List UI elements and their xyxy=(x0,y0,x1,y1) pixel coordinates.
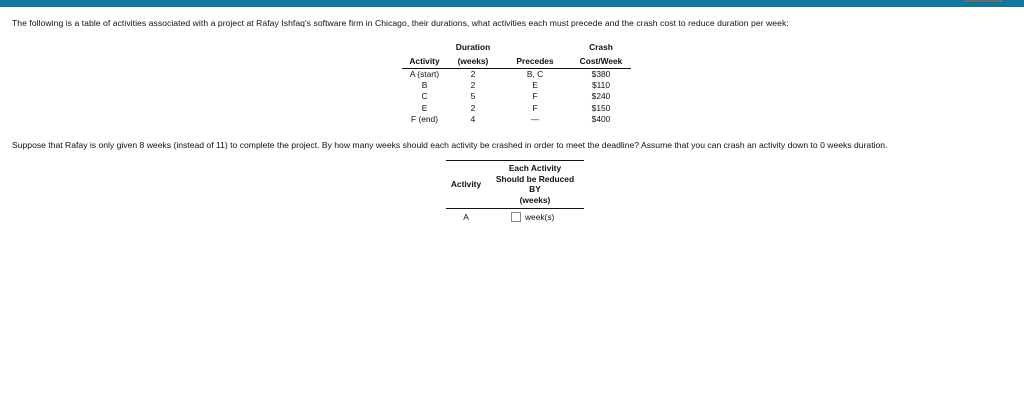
answer-table xyxy=(446,160,584,223)
cell-activity: B xyxy=(421,80,428,91)
answer-header-activity: Activity xyxy=(446,161,486,209)
cell-precedes: B, C xyxy=(526,68,544,79)
cell-crash-cost: $150 xyxy=(591,102,611,113)
table-header-row-top xyxy=(402,41,631,54)
answer-header-line-1: Each Activity xyxy=(508,163,562,173)
answer-header-line-3: BY xyxy=(529,184,541,194)
cell-crash-cost: $400 xyxy=(591,113,611,124)
answer-cell xyxy=(487,212,583,222)
question-text: Suppose that Rafay is only given 8 weeks (instead of 11) to complete the project. By how many weeks should each activity be crashed in order to meet the deadline? Assume that you can crash an activity down to 0 weeks duration. xyxy=(12,140,888,150)
header-crash: Crash xyxy=(589,42,613,53)
answer-row xyxy=(446,209,584,224)
table-header-row-bottom xyxy=(402,54,631,68)
table-row xyxy=(402,80,631,91)
intro-text: The following is a table of activities associated with a project at Rafay Ishfaq's software firm in Chicago, their durations, what activities each must precede and the crash cost to reduce duration per week: xyxy=(12,18,789,28)
answer-header-row xyxy=(446,161,584,209)
answer-unit: week(s) xyxy=(525,212,555,222)
cell-duration: 5 xyxy=(470,91,476,102)
cell-precedes: — xyxy=(530,113,540,124)
cell-duration: 2 xyxy=(470,102,476,113)
cell-duration: 2 xyxy=(470,68,476,79)
cell-duration: 2 xyxy=(470,80,476,91)
cell-precedes: F xyxy=(532,102,538,113)
cell-activity: C xyxy=(421,91,428,102)
table-row xyxy=(402,102,631,113)
header-precedes: Precedes xyxy=(499,54,571,68)
cell-duration: 4 xyxy=(470,113,476,124)
cell-crash-cost: $110 xyxy=(591,80,610,91)
top-bar xyxy=(0,0,1024,7)
answer-header-line-2: Should be Reduced xyxy=(495,173,575,184)
header-duration: Duration xyxy=(455,42,491,53)
answer-header-line-4: (weeks) xyxy=(519,194,551,205)
answer-header-reduction xyxy=(486,161,584,209)
weeks-reduced-input-a[interactable] xyxy=(511,212,521,222)
cell-activity: E xyxy=(421,102,428,113)
table-row xyxy=(402,114,631,125)
cell-crash-cost: $380 xyxy=(591,68,611,79)
header-cost-week: Cost/Week xyxy=(571,54,631,68)
table-row xyxy=(402,68,631,80)
top-bar-tab xyxy=(964,0,1002,2)
cell-precedes: E xyxy=(532,80,538,91)
answer-activity: A xyxy=(463,212,469,222)
table-row xyxy=(402,91,631,102)
header-activity: Activity xyxy=(402,54,447,68)
cell-activity: A (start) xyxy=(409,68,440,79)
cell-activity: F (end) xyxy=(411,113,438,124)
activities-table xyxy=(402,41,631,125)
header-weeks: (weeks) xyxy=(447,54,499,68)
cell-precedes: F xyxy=(532,91,538,102)
cell-crash-cost: $240 xyxy=(591,91,611,102)
